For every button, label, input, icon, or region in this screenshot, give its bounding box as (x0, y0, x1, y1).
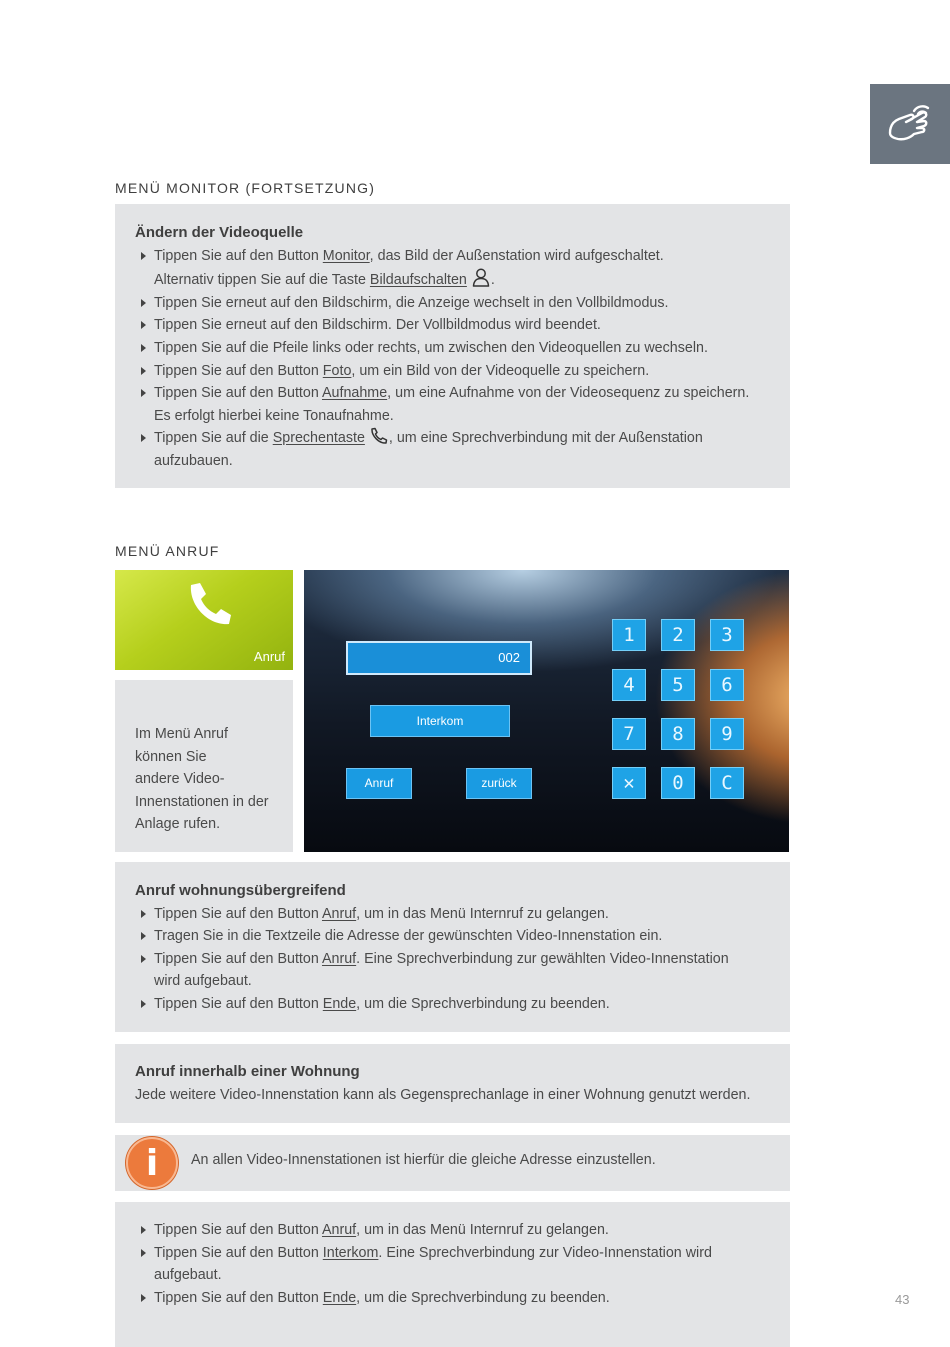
key-7[interactable]: 7 (612, 718, 646, 750)
chapter-tab (870, 84, 950, 164)
anruf-link[interactable]: Anruf (321, 905, 357, 922)
key-5[interactable]: 5 (661, 669, 695, 701)
info-box (115, 1135, 790, 1191)
key-clear-x[interactable]: ✕ (612, 767, 646, 799)
key-c[interactable]: C (710, 767, 744, 799)
list-item: Tippen Sie auf den Button Aufnahme, um eine Aufnahme von der Videosequenz zu speichern. (135, 382, 770, 405)
videoquelle-box (115, 204, 790, 488)
anruf-tile[interactable] (115, 570, 293, 670)
sprechentaste-link[interactable]: Sprechentaste (272, 430, 365, 447)
foto-link[interactable]: Foto (322, 362, 352, 379)
list-item: Tippen Sie auf den Button Anruf, um in das Menü Internruf zu gelangen. (135, 1219, 770, 1242)
innerhalb-box (115, 1044, 790, 1123)
section-title-anruf: MENÜ ANRUF (115, 543, 220, 559)
list-item: Tippen Sie auf die Pfeile links oder rechts, um zwischen den Videoquellen zu wechseln. (135, 337, 770, 360)
key-1[interactable]: 1 (612, 619, 646, 651)
videoquelle-title: Ändern der Videoquelle (135, 224, 304, 241)
description-line: Anlage rufen. (135, 816, 221, 833)
person-icon (471, 267, 491, 287)
list-item: Tippen Sie auf den Button Monitor, das Bild der Außenstation wird aufgeschaltet. (135, 245, 770, 268)
info-text: An allen Video-Innenstationen ist hierfür die gleiche Adresse einzustellen. (191, 1152, 656, 1168)
wohnungsuebergreifend-title: Anruf wohnungsübergreifend (135, 882, 346, 899)
final-steps-box (115, 1202, 790, 1347)
anruf-screen-screenshot (304, 570, 789, 852)
key-6[interactable]: 6 (710, 669, 744, 701)
ende-link[interactable]: Ende (322, 1289, 357, 1306)
description-line: andere Video- (135, 771, 225, 788)
phone-handset-icon (369, 427, 389, 445)
zurueck-button[interactable]: zurück (466, 768, 532, 799)
anruf-link[interactable]: Anruf (321, 950, 357, 967)
anruf-tile-label: Anruf (253, 649, 285, 664)
key-3[interactable]: 3 (710, 619, 744, 651)
phone-icon (185, 582, 233, 628)
key-8[interactable]: 8 (661, 718, 695, 750)
interkom-link[interactable]: Interkom (322, 1244, 379, 1261)
monitor-link[interactable]: Monitor (322, 247, 370, 264)
anruf-description-box (115, 680, 293, 852)
description-line: Im Menü Anruf (135, 726, 228, 742)
interkom-button[interactable]: Interkom (370, 705, 510, 737)
list-item: Tippen Sie auf den Button Anruf, um in das Menü Internruf zu gelangen. (135, 903, 770, 926)
list-item-continuation: aufgebaut. (154, 1267, 222, 1284)
bildaufschalten-link[interactable]: Bildaufschalten (369, 272, 467, 289)
key-2[interactable]: 2 (661, 619, 695, 651)
list-item: Tippen Sie erneut auf den Bildschirm. Der Vollbildmodus wird beendet. (135, 314, 770, 337)
list-item: Tippen Sie auf den Button Anruf. Eine Sprechverbindung zur gewählten Video-Innenstation (135, 948, 770, 971)
ende-link[interactable]: Ende (322, 995, 357, 1012)
list-item: Tippen Sie erneut auf den Bildschirm, die Anzeige wechselt in den Vollbildmodus. (135, 292, 770, 315)
key-0[interactable]: 0 (661, 767, 695, 799)
innerhalb-text: Jede weitere Video-Innenstation kann als Gegensprechanlage in einer Wohnung genutzt werden. (135, 1086, 751, 1103)
touch-hand-icon (884, 103, 936, 145)
section-title-monitor: MENÜ MONITOR (FORTSETZUNG) (115, 180, 376, 196)
list-item-continuation: Alternativ tippen Sie auf die Taste Bildaufschalten . (135, 267, 770, 292)
list-item: Tippen Sie auf den Button Ende, um die Sprechverbindung zu beenden. (135, 1287, 770, 1310)
innerhalb-title: Anruf innerhalb einer Wohnung (135, 1063, 360, 1080)
page-number: 43 (895, 1292, 910, 1307)
description-line: können Sie (135, 748, 207, 765)
anruf-button[interactable]: Anruf (346, 768, 412, 799)
list-item: Tragen Sie in die Textzeile die Adresse der gewünschten Video-Innenstation ein. (135, 925, 770, 948)
key-9[interactable]: 9 (710, 718, 744, 750)
list-item-continuation: wird aufgebaut. (154, 973, 252, 990)
description-line: Innenstationen in der (135, 793, 269, 810)
list-item: Tippen Sie auf den Button Foto, um ein Bild von der Videoquelle zu speichern. (135, 360, 770, 383)
key-4[interactable]: 4 (612, 669, 646, 701)
list-item-continuation: Es erfolgt hierbei keine Tonaufnahme. (154, 407, 394, 424)
info-icon: i (126, 1137, 178, 1189)
list-item: Tippen Sie auf den Button Ende, um die Sprechverbindung zu beenden. (135, 993, 770, 1016)
list-item-continuation: aufzubauen. (154, 452, 233, 469)
wohnungsuebergreifend-box (115, 862, 790, 1032)
anruf-link[interactable]: Anruf (321, 1222, 357, 1238)
list-item: Tippen Sie auf den Button Interkom. Eine Sprechverbindung zur Video-Innenstation wird (135, 1242, 770, 1265)
address-display[interactable]: 002 (346, 641, 532, 675)
list-item: Tippen Sie auf die Sprechentaste , um eine Sprechverbindung mit der Außenstation (135, 427, 770, 450)
aufnahme-link[interactable]: Aufnahme (321, 385, 388, 402)
